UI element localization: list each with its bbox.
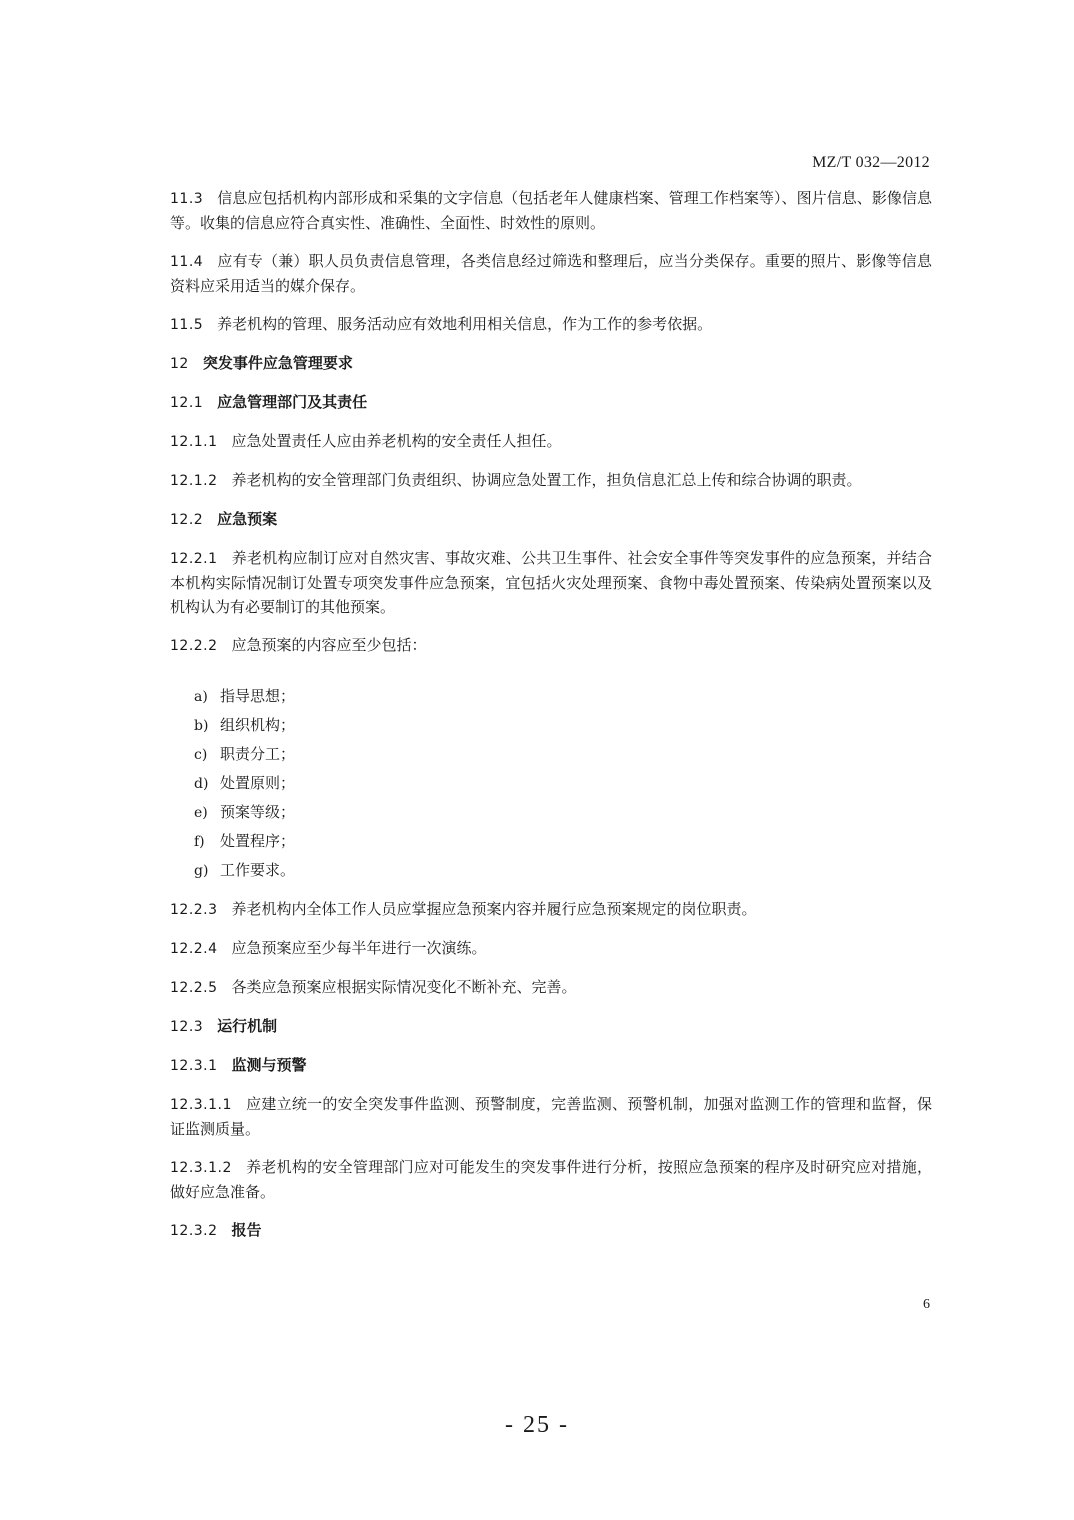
- clause-number: 12.1.1: [170, 434, 218, 450]
- list-item: [194, 682, 932, 711]
- list-item: [194, 711, 932, 740]
- clause-text: 各类应急预案应根据实际情况变化不断补充、完善。: [231, 978, 577, 996]
- list-item-label: f): [194, 834, 205, 850]
- clause-number: 12.2.5: [170, 980, 218, 996]
- heading-text: 应急预案: [217, 510, 278, 528]
- clause-number: 11.5: [170, 317, 204, 333]
- clause-paragraph: [170, 975, 932, 1000]
- list-item-text: 处置原则；: [220, 774, 296, 792]
- clause-text: 养老机构的安全管理部门负责组织、协调应急处置工作，担负信息汇总上传和综合协调的职责。: [231, 471, 862, 489]
- clause-text: 应急处置责任人应由养老机构的安全责任人担任。: [231, 432, 562, 450]
- clause-text: 应急预案的内容应至少包括：: [231, 636, 427, 654]
- list-item-label: a): [194, 689, 208, 705]
- page-number: 6: [923, 1297, 930, 1312]
- clause-text: 养老机构的安全管理部门应对可能发生的突发事件进行分析，按照应急预案的程序及时研究应对措施，做好应急准备。: [170, 1158, 932, 1201]
- heading-text: 应急管理部门及其责任: [217, 393, 368, 411]
- clause-text: 养老机构内全体工作人员应掌握应急预案内容并履行应急预案规定的岗位职责。: [231, 900, 757, 918]
- list-item-label: d): [194, 776, 209, 792]
- clause-number: 12.1.2: [170, 473, 218, 489]
- clause-number: 11.3: [170, 191, 204, 207]
- clause-text: 养老机构的管理、服务活动应有效地利用相关信息，作为工作的参考依据。: [217, 315, 713, 333]
- section-heading: [170, 351, 932, 376]
- document-body: [170, 186, 932, 1257]
- clause-number: 12.3: [170, 1019, 204, 1035]
- clause-paragraph: [170, 186, 932, 235]
- list-item-text: 处置程序；: [220, 832, 296, 850]
- clause-number: 12.2.3: [170, 902, 218, 918]
- list-item-text: 组织机构；: [220, 716, 296, 734]
- clause-paragraph: [170, 429, 932, 454]
- standard-code: MZ/T 032—2012: [812, 154, 930, 171]
- list-item-text: 工作要求。: [220, 861, 296, 879]
- section-heading: [170, 1014, 932, 1039]
- list-item-label: e): [194, 805, 208, 821]
- clause-paragraph: [170, 468, 932, 493]
- heading-text: 报告: [231, 1221, 262, 1239]
- list-item: [194, 769, 932, 798]
- clause-number: 12.2.1: [170, 551, 218, 567]
- list-item-label: b): [194, 718, 209, 734]
- clause-number: 12.2: [170, 512, 204, 528]
- clause-number: 11.4: [170, 254, 204, 270]
- list-item-text: 预案等级；: [220, 803, 296, 821]
- clause-text: 应急预案应至少每半年进行一次演练。: [231, 939, 487, 957]
- clause-text: 应有专（兼）职人员负责信息管理，各类信息经过筛选和整理后，应当分类保存。重要的照片、影像等信息资料应采用适当的媒介保存。: [170, 252, 932, 295]
- heading-text: 监测与预警: [231, 1056, 307, 1074]
- clause-paragraph: [170, 249, 932, 298]
- list-item-label: g): [194, 863, 209, 879]
- clause-number: 12: [170, 356, 189, 372]
- clause-number: 12.3.1: [170, 1058, 218, 1074]
- clause-number: 12.2.4: [170, 941, 218, 957]
- clause-text: 应建立统一的安全突发事件监测、预警制度，完善监测、预警机制，加强对监测工作的管理和监督，保证监测质量。: [170, 1095, 932, 1138]
- list-item: [194, 827, 932, 856]
- section-heading: [170, 390, 932, 415]
- clause-number: 12.3.1.2: [170, 1160, 232, 1176]
- heading-text: 突发事件应急管理要求: [202, 354, 353, 372]
- list-item-text: 指导思想；: [220, 687, 296, 705]
- section-heading: [170, 1218, 932, 1243]
- clause-number: 12.3.1.1: [170, 1097, 232, 1113]
- clause-paragraph: [170, 897, 932, 922]
- section-heading: [170, 507, 932, 532]
- list-item: [194, 798, 932, 827]
- list-item: [194, 856, 932, 885]
- section-heading: [170, 1053, 932, 1078]
- clause-paragraph: [170, 1155, 932, 1204]
- clause-paragraph: [170, 1092, 932, 1141]
- heading-text: 运行机制: [217, 1017, 278, 1035]
- clause-paragraph: [170, 633, 932, 658]
- item-list: [194, 682, 932, 885]
- clause-number: 12.3.2: [170, 1223, 218, 1239]
- clause-text: 信息应包括机构内部形成和采集的文字信息（包括老年人健康档案、管理工作档案等）、图片信息、影像信息等。收集的信息应符合真实性、准确性、全面性、时效性的原则。: [170, 189, 932, 232]
- list-item-label: c): [194, 747, 208, 763]
- clause-paragraph: [170, 546, 932, 619]
- clause-number: 12.2.2: [170, 638, 218, 654]
- clause-paragraph: [170, 312, 932, 337]
- list-item: [194, 740, 932, 769]
- clause-number: 12.1: [170, 395, 204, 411]
- clause-text: 养老机构应制订应对自然灾害、事故灾难、公共卫生事件、社会安全事件等突发事件的应急预案，并结合本机构实际情况制订处置专项突发事件应急预案，宜包括火灾处理预案、食物中毒处置预案、传染病处置预案以及机构认为有必要制订的其他预案。: [170, 549, 932, 616]
- footer-page-number: - 25 -: [505, 1412, 569, 1438]
- clause-paragraph: [170, 936, 932, 961]
- list-item-text: 职责分工；: [220, 745, 296, 763]
